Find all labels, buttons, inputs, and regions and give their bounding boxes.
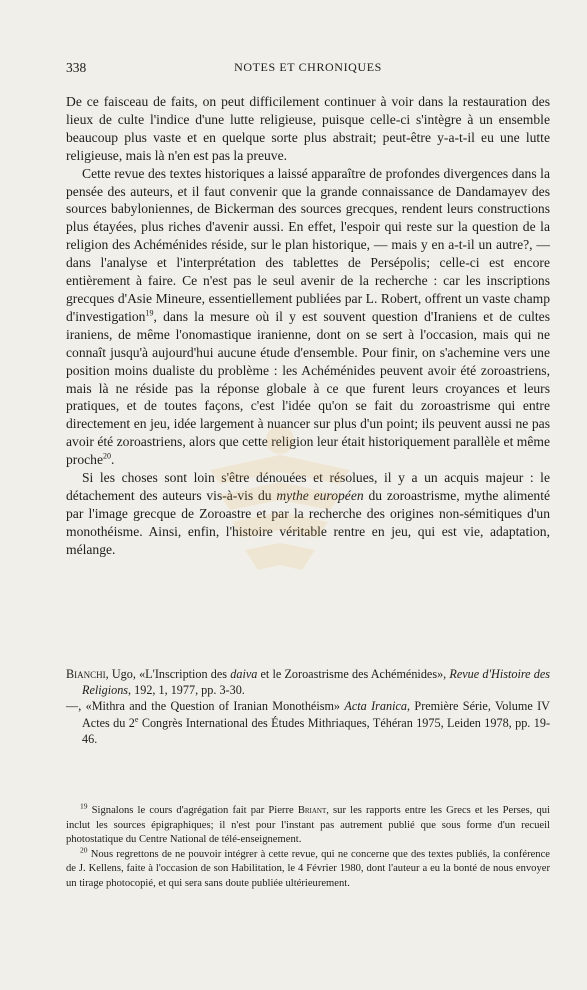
main-text [66,93,550,559]
paragraph-2 [66,165,550,469]
reference-1-text-c: , 192, 1, 1977, pp. 3-30. [128,683,245,698]
reference-2 [66,698,550,747]
footnotes [66,801,551,892]
paragraph-3 [66,469,550,559]
footnote-20-mark: 20 [80,845,88,855]
footnote-ref-20[interactable]: 20 [103,451,111,461]
reference-1-journal: Revue d'Histoire des Religions [82,667,550,698]
reference-2-text-a: —, «Mithra and the Question of Iranian Monothéism» [66,699,345,714]
paragraph-1-text: De ce faisceau de faits, on peut difficilement continuer à voir dans la restauration des lieux de culte l'indice d'une lutte religieuse, puisque celle-ci s'intègre à un ensemble beaucoup plus vaste et en quelque sorte plus abstrait; peut-être y-a-t-il eu une lutte religieuse, mais là n'en est pas la preuve. [66,94,550,163]
reference-1 [66,666,550,698]
footnote-19-text-b: , sur les rapports entre les Grecs et les Perses, qui inclut les sources épigraphiques; il n'est pour l'instant pas autrement publié que sous forme d'un recueil photostatique du Centre National de télé-enseignement. [66,805,551,846]
reference-1-author: Bianchi [66,667,106,681]
reference-2-superscript: e [134,714,139,724]
paragraph-2-text-b: , dans la mesure où il y est souvent question d'Iraniens et de cultes iraniens, de même l'onomastique iranienne, dont on se sert à l'occasion, mais qui ne connaît jusqu'à aujourd'hui aucune étude d'ensemble. Pour finir, on s'achemine vers une position moins dualiste du problème : les Achéménides peuvent avoir été zoroastriens, mais là ne réside pas la réponse globale à ce que furent leurs croyances et leurs pratiques, et de toutes façons, c'est l'idée qu'on se fait du zoroastrisme qui entre directement en jeu, idée largement à nuancer sur plus d'un point; ils peuvent aussi ne pas avoir été zoroastriens, alors que cette religion leur était historiquement parallèle et même proche [66,308,550,468]
reference-2-text-c: Congrès International des Études Mithriaques, Téhéran 1975, Leiden 1978, pp. 19-46. [82,715,551,746]
page-number: 338 [66,60,87,75]
paragraph-3-text-a: Si les choses sont loin s'être dénouées et résolues, il y a un acquis majeur : le détachement des auteurs vis-à-vis du [66,470,550,503]
page-header [66,60,550,78]
paragraph-2-text-a: Cette revue des textes historiques a laissé apparaître de profondes divergences dans la pensée des auteurs, et il faut convenir que la grande connaissance de Dandamayev des sources babyloniennes, de Bickerman des sources grecques, rendent leurs constructions plus étayées, plus riches d'avenir aussi. En effet, l'espoir qui reste sur la question de la religion des Achéménides réside, sur le plan historique, — mais y en a-t-il un autre?, — dans l'analyse et l'interprétation des tablettes de Persépolis; celle-ci est encore entièrement à faire. Ce n'est pas le seul avenir de la recherche : car les inscriptions grecques d'Asie Mineure, essentiellement publiées par L. Robert, offrent un vaste champ d'investigation [66,165,550,324]
paragraph-2-text-c: . [111,452,115,468]
reference-2-text-b: , Première Série, Volume IV Actes du 2 [82,699,550,730]
reference-1-text-a: , Ugo, «L'Inscription des [105,667,231,681]
footnote-19-text-a: Signalons le cours d'agrégation fait par Pierre [87,805,298,816]
bibliography [66,666,550,747]
footnote-20-text: Nous regrettons de ne pouvoir intégrer à cette revue, qui ne concerne que des textes publiés, la conférence de J. Kellens, faite à l'occasion de son Habilitation, le 4 Février 1980, dont l'auteur a eu la bonté de nous envoyer un tirage photocopié, et qui sera sans doute publiée ultérieurement. [66,848,550,889]
footnote-ref-19[interactable]: 19 [145,308,154,318]
footnote-19-name: Briant [297,805,327,816]
running-title: NOTES ET CHRONIQUES [234,60,382,74]
paragraph-3-text-b: du zoroastrisme, mythe alimenté par l'image grecque de Zoroastre et par la recherche des origines non-sémitiques d'un monothéisme. Ainsi, enfin, l'histoire véritable rentre en jeu, qui est vie, adaptation, mélange. [66,487,550,557]
footnote-19-mark: 19 [80,801,88,811]
paragraph-1 [66,93,550,165]
reference-1-term: daiva [230,667,258,681]
paragraph-3-emphasis: mythe européen [276,487,364,503]
footnote-19 [66,801,551,848]
reference-2-journal: Acta Iranica [344,699,407,714]
reference-1-text-b: et le Zoroastrisme des Achéménides», [257,667,450,681]
footnote-20 [66,845,550,892]
